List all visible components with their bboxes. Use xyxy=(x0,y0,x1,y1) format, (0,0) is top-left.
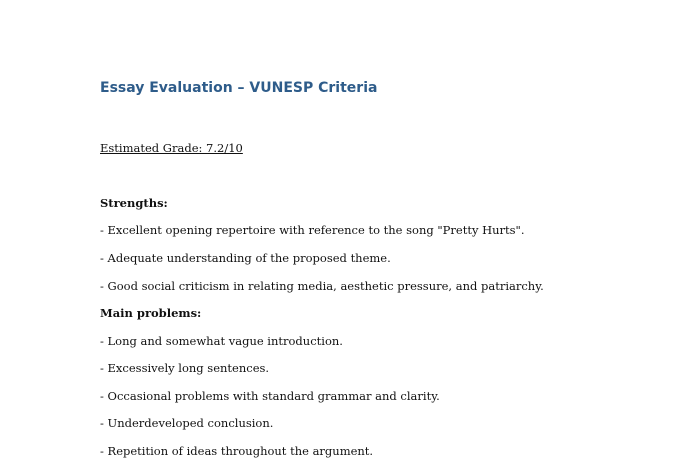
strength-item: - Adequate understanding of the proposed theme. xyxy=(100,251,391,265)
strength-item: - Good social criticism in relating media, aesthetic pressure, and patriarchy. xyxy=(100,279,544,293)
strengths-heading: Strengths: xyxy=(100,196,168,210)
problem-item: - Repetition of ideas throughout the argument. xyxy=(100,444,374,458)
problem-item: - Occasional problems with standard grammar and clarity. xyxy=(100,389,440,403)
problem-item: - Underdeveloped conclusion. xyxy=(100,416,274,430)
problem-item: - Excessively long sentences. xyxy=(100,361,270,375)
estimated-grade: Estimated Grade: 7.2/10 xyxy=(100,141,243,155)
strength-item: - Excellent opening repertoire with reference to the song "Pretty Hurts". xyxy=(100,223,525,237)
problems-heading: Main problems: xyxy=(100,306,202,320)
document-title: Essay Evaluation – VUNESP Criteria xyxy=(100,80,378,96)
problem-item: - Long and somewhat vague introduction. xyxy=(100,334,343,348)
